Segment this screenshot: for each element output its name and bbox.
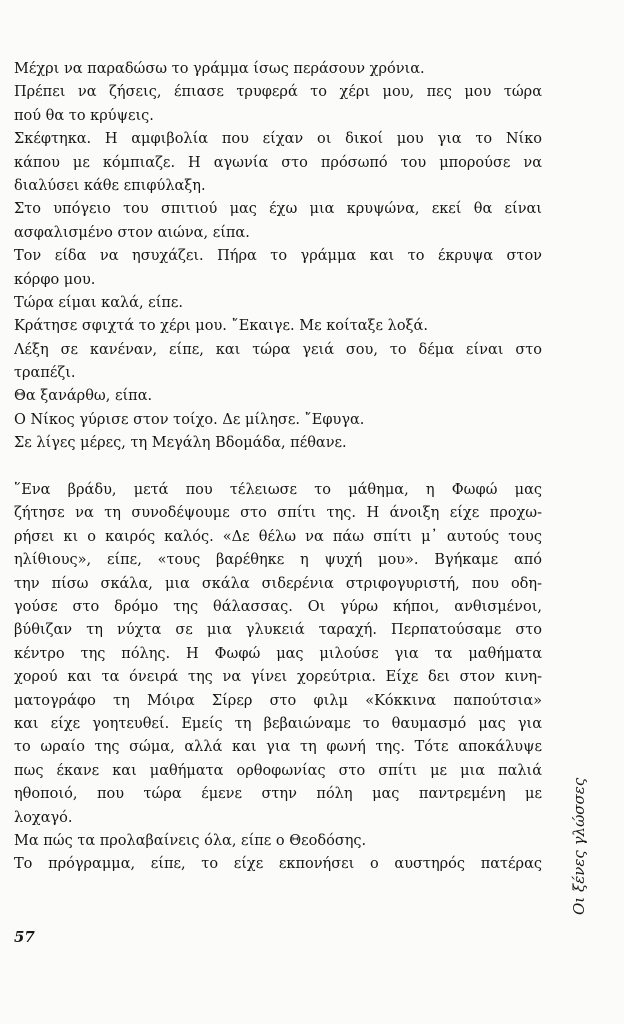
text-line: ρήσει κι ο καιρός καλός. «Δε θέλω να πάω σπίτι μ᾿ αυτούς τους [14, 528, 542, 545]
text-line: την πίσω σκάλα, μια σκάλα σιδερένια στριφογυριστή, που οδη- [14, 575, 542, 592]
paragraph-2 [14, 479, 542, 877]
running-head: Οι ξένες γλώσσες [570, 777, 588, 915]
text-line: κόρφο μου. [14, 271, 96, 288]
text-line: Σκέφτηκα. Η αμφιβολία που είχαν οι δικοί μου για το Νίκο [14, 131, 542, 148]
text-line: ματογράφο τη Μόιρα Σίρερ στο φιλμ «Κόκκινα παπούτσια» [14, 692, 542, 709]
text-line: πως έκανε και μαθήματα ορθοφωνίας στο σπίτι με μια παλιά [14, 762, 542, 779]
text-line: πού θα το κρύψεις. [14, 107, 154, 124]
text-line: Τώρα είμαι καλά, είπε. [14, 294, 184, 311]
text-line: κάπου με κόμπιαζε. Η αγωνία στο πρόσωπό του μπορούσε να [14, 154, 542, 171]
text-line: ασφαλισμένο στον αιώνα, είπα. [14, 224, 250, 241]
text-line: Μα πώς τα προλαβαίνεις όλα, είπε ο Θεοδόσης. [14, 832, 367, 849]
text-line: γούσε στο δρόμο της θάλασσας. Οι γύρω κήποι, ανθισμένοι, [14, 598, 542, 615]
text-line: κέντρο της πόλης. Η Φωφώ μας μιλούσε για τα μαθήματα [14, 645, 542, 662]
text-line: Ο Νίκος γύρισε στον τοίχο. Δε μίλησε. ῎Εφυγα. [14, 411, 365, 428]
text-line: χορού και τα όνειρά της να γίνει χορεύτρια. Είχε δει στον κινη- [14, 669, 542, 686]
paragraph-1 [14, 58, 542, 456]
text-line: διαλύσει κάθε επιφύλαξη. [14, 177, 206, 194]
text-line: Πρέπει να ζήσεις, έπιασε τρυφερά το χέρι μου, πες μου τώρα [14, 84, 542, 101]
text-line: Το πρόγραμμα, είπε, το είχε εκπονήσει ο αυστηρός πατέρας [14, 856, 542, 873]
text-line: και είχε γοητευθεί. Εμείς τη βεβαιώναμε το θαυμασμό μας για [14, 715, 542, 732]
text-line: ηθοποιό, που τώρα έμενε στην πόλη μας παντρεμένη με [14, 786, 542, 803]
text-line: το ωραίο της σώμα, αλλά και για τη φωνή της. Τότε αποκάλυψε [14, 739, 542, 756]
text-line: ζήτησε να τη συνοδέψουμε στο σπίτι της. Η άνοιξη είχε προχω- [14, 505, 542, 522]
text-line: βύθιζαν τη νύχτα σε μια γλυκειά ταραχή. Περπατούσαμε στο [14, 622, 542, 639]
text-line: Λέξη σε κανέναν, είπε, και τώρα γειά σου, το δέμα είναι στο [14, 341, 542, 358]
page-number: 57 [14, 928, 35, 946]
paragraph-gap [14, 456, 542, 479]
text-line: ῞Ενα βράδυ, μετά που τέλειωσε το μάθημα, η Φωφώ μας [14, 482, 542, 499]
text-line: τραπέζι. [14, 365, 76, 382]
text-line: Θα ξανάρθω, είπα. [14, 388, 153, 405]
text-line: Σε λίγες μέρες, τη Μεγάλη Βδομάδα, πέθανε. [14, 435, 347, 452]
text-line: Κράτησε σφιχτά το χέρι μου. ῎Εκαιγε. Με κοίταξε λοξά. [14, 318, 428, 335]
text-line: Στο υπόγειο του σπιτιού μας έχω μια κρυψώνα, εκεί θα είναι [14, 201, 542, 218]
text-line: Μέχρι να παραδώσω το γράμμα ίσως περάσουν χρόνια. [14, 61, 425, 77]
text-line: λοχαγό. [14, 809, 73, 826]
body-text [14, 58, 542, 877]
text-line: ηλίθιους», είπε, «τους βαρέθηκε η ψυχή μου». Βγήκαμε από [14, 552, 542, 569]
text-line: Τον είδα να ησυχάζει. Πήρα το γράμμα και το έκρυψα στον [14, 248, 542, 265]
